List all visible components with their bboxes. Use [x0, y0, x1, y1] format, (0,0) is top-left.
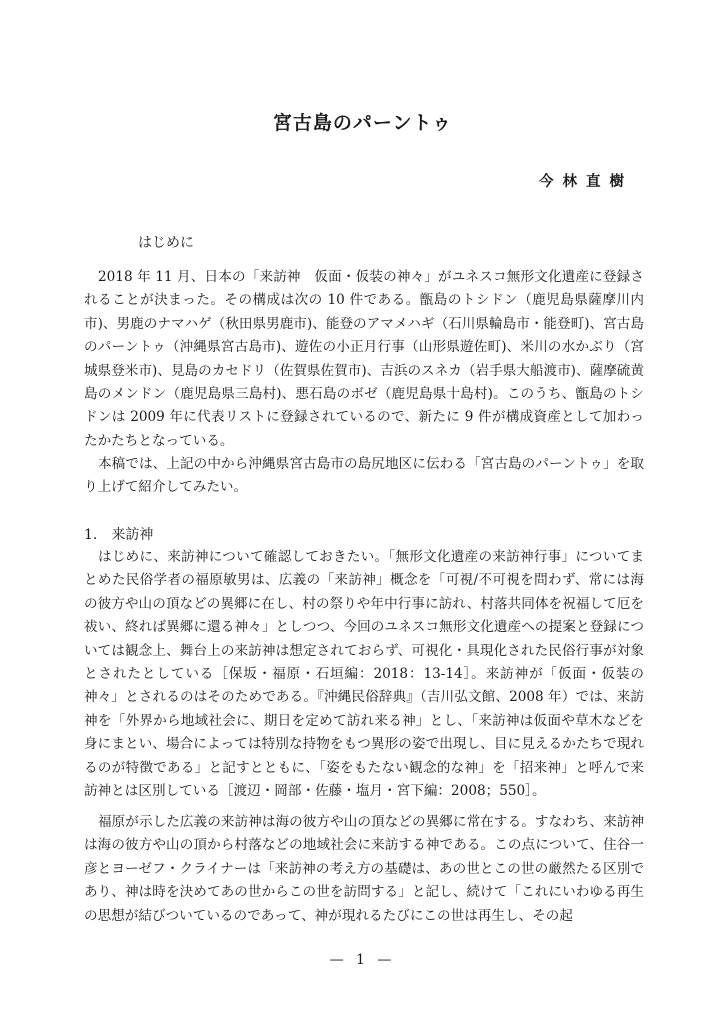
page-number: — 1 — — [329, 952, 396, 968]
author-name: 今林直樹 — [539, 173, 633, 190]
intro-heading: はじめに — [138, 235, 194, 251]
section-paragraph: はじめに、来訪神について確認しておきたい。「無形文化遺産の来訪神行事」についてまとめた民俗学者の福原敏男は、広義の「来訪神」概念を「可視/不可視を問わず、常には海の彼方や山の頂などの異郷に在し、村の祭りや年中行事に訪れ、村落共同体を祝福して厄を祓い、終れば異郷に還る神々」としつつ、今回のユネスコ無形文化遺産への提案と登録については観念上、舞台上の来訪神は想定されておらず、可視化・具現化された民俗行事が対象とされたとしている［保坂・福原・石垣編：2018：13-14］。来訪神が「仮面・仮装の神々」とされるのはそのためである。『沖縄民俗辞典』（吉川弘文館、2008 年）では、来訪神を「外界から地域社会に、期日を定めて訪れ来る神」とし、「来訪神は仮面や草木などを身にまとい、場合によっては特別な持物をもつ異形の姿で出現し、目に見えるかたちで現れるのが特徴である」と記すとともに、「姿をもたない観念的な神」を「招来神」と呼んで来訪神とは区別している［渡辺・岡部・佐藤・塩月・宮下編：2008；550］。 — [84, 549, 644, 800]
section-paragraph: 福原が示した広義の来訪神は海の彼方や山の頂などの異郷に常在する。すなわち、来訪神は海の彼方や山の頂から村落などの地域社会に来訪する神である。この点について、住谷一彦とヨーゼフ・クライナーは「来訪神の考え方の基礎は、あの世とこの世の厳然たる区別であり、神は時を決めてあの世からこの世を訪問する」と記し、続けて「これにいわゆる再生の思想が結びついているのであって、神が現れるたびにこの世は再生し、その起 — [84, 814, 644, 924]
intro-paragraph: 本稿では、上記の中から沖縄県宮古島市の島尻地区に伝わる「宮古島のパーントゥ」を取り上げて紹介してみたい。 — [84, 456, 644, 496]
page-title: 宮古島のパーントゥ — [272, 112, 453, 134]
intro-paragraph: 2018 年 11 月、日本の「来訪神 仮面・仮装の神々」がユネスコ無形文化遺産に登録されることが決まった。その構成は次の 10 件である。甑島のトシドン（鹿児島県薩摩川内市)、男鹿のナマハゲ（秋田県男鹿市)、能登のアマメハギ（石川県輪島市・能登町)、宮古島のパーントゥ（沖縄県宮古島市)、遊佐の小正月行事（山形県遊佐町)、米川の水かぶり（宮城県登米市)、見島のカセドリ（佐賀県佐賀市)、吉浜のスネカ（岩手県大船渡市)、薩摩硫黄島のメンドン（鹿児島県三島村)、悪石島のボゼ（鹿児島県十島村)。このうち、甑島のトシドンは 2009 年に代表リストに登録されているので、新たに 9 件が構成資産として加わったかたちとなっている。 — [84, 269, 644, 449]
section-heading: 1. 来訪神 — [84, 527, 154, 543]
